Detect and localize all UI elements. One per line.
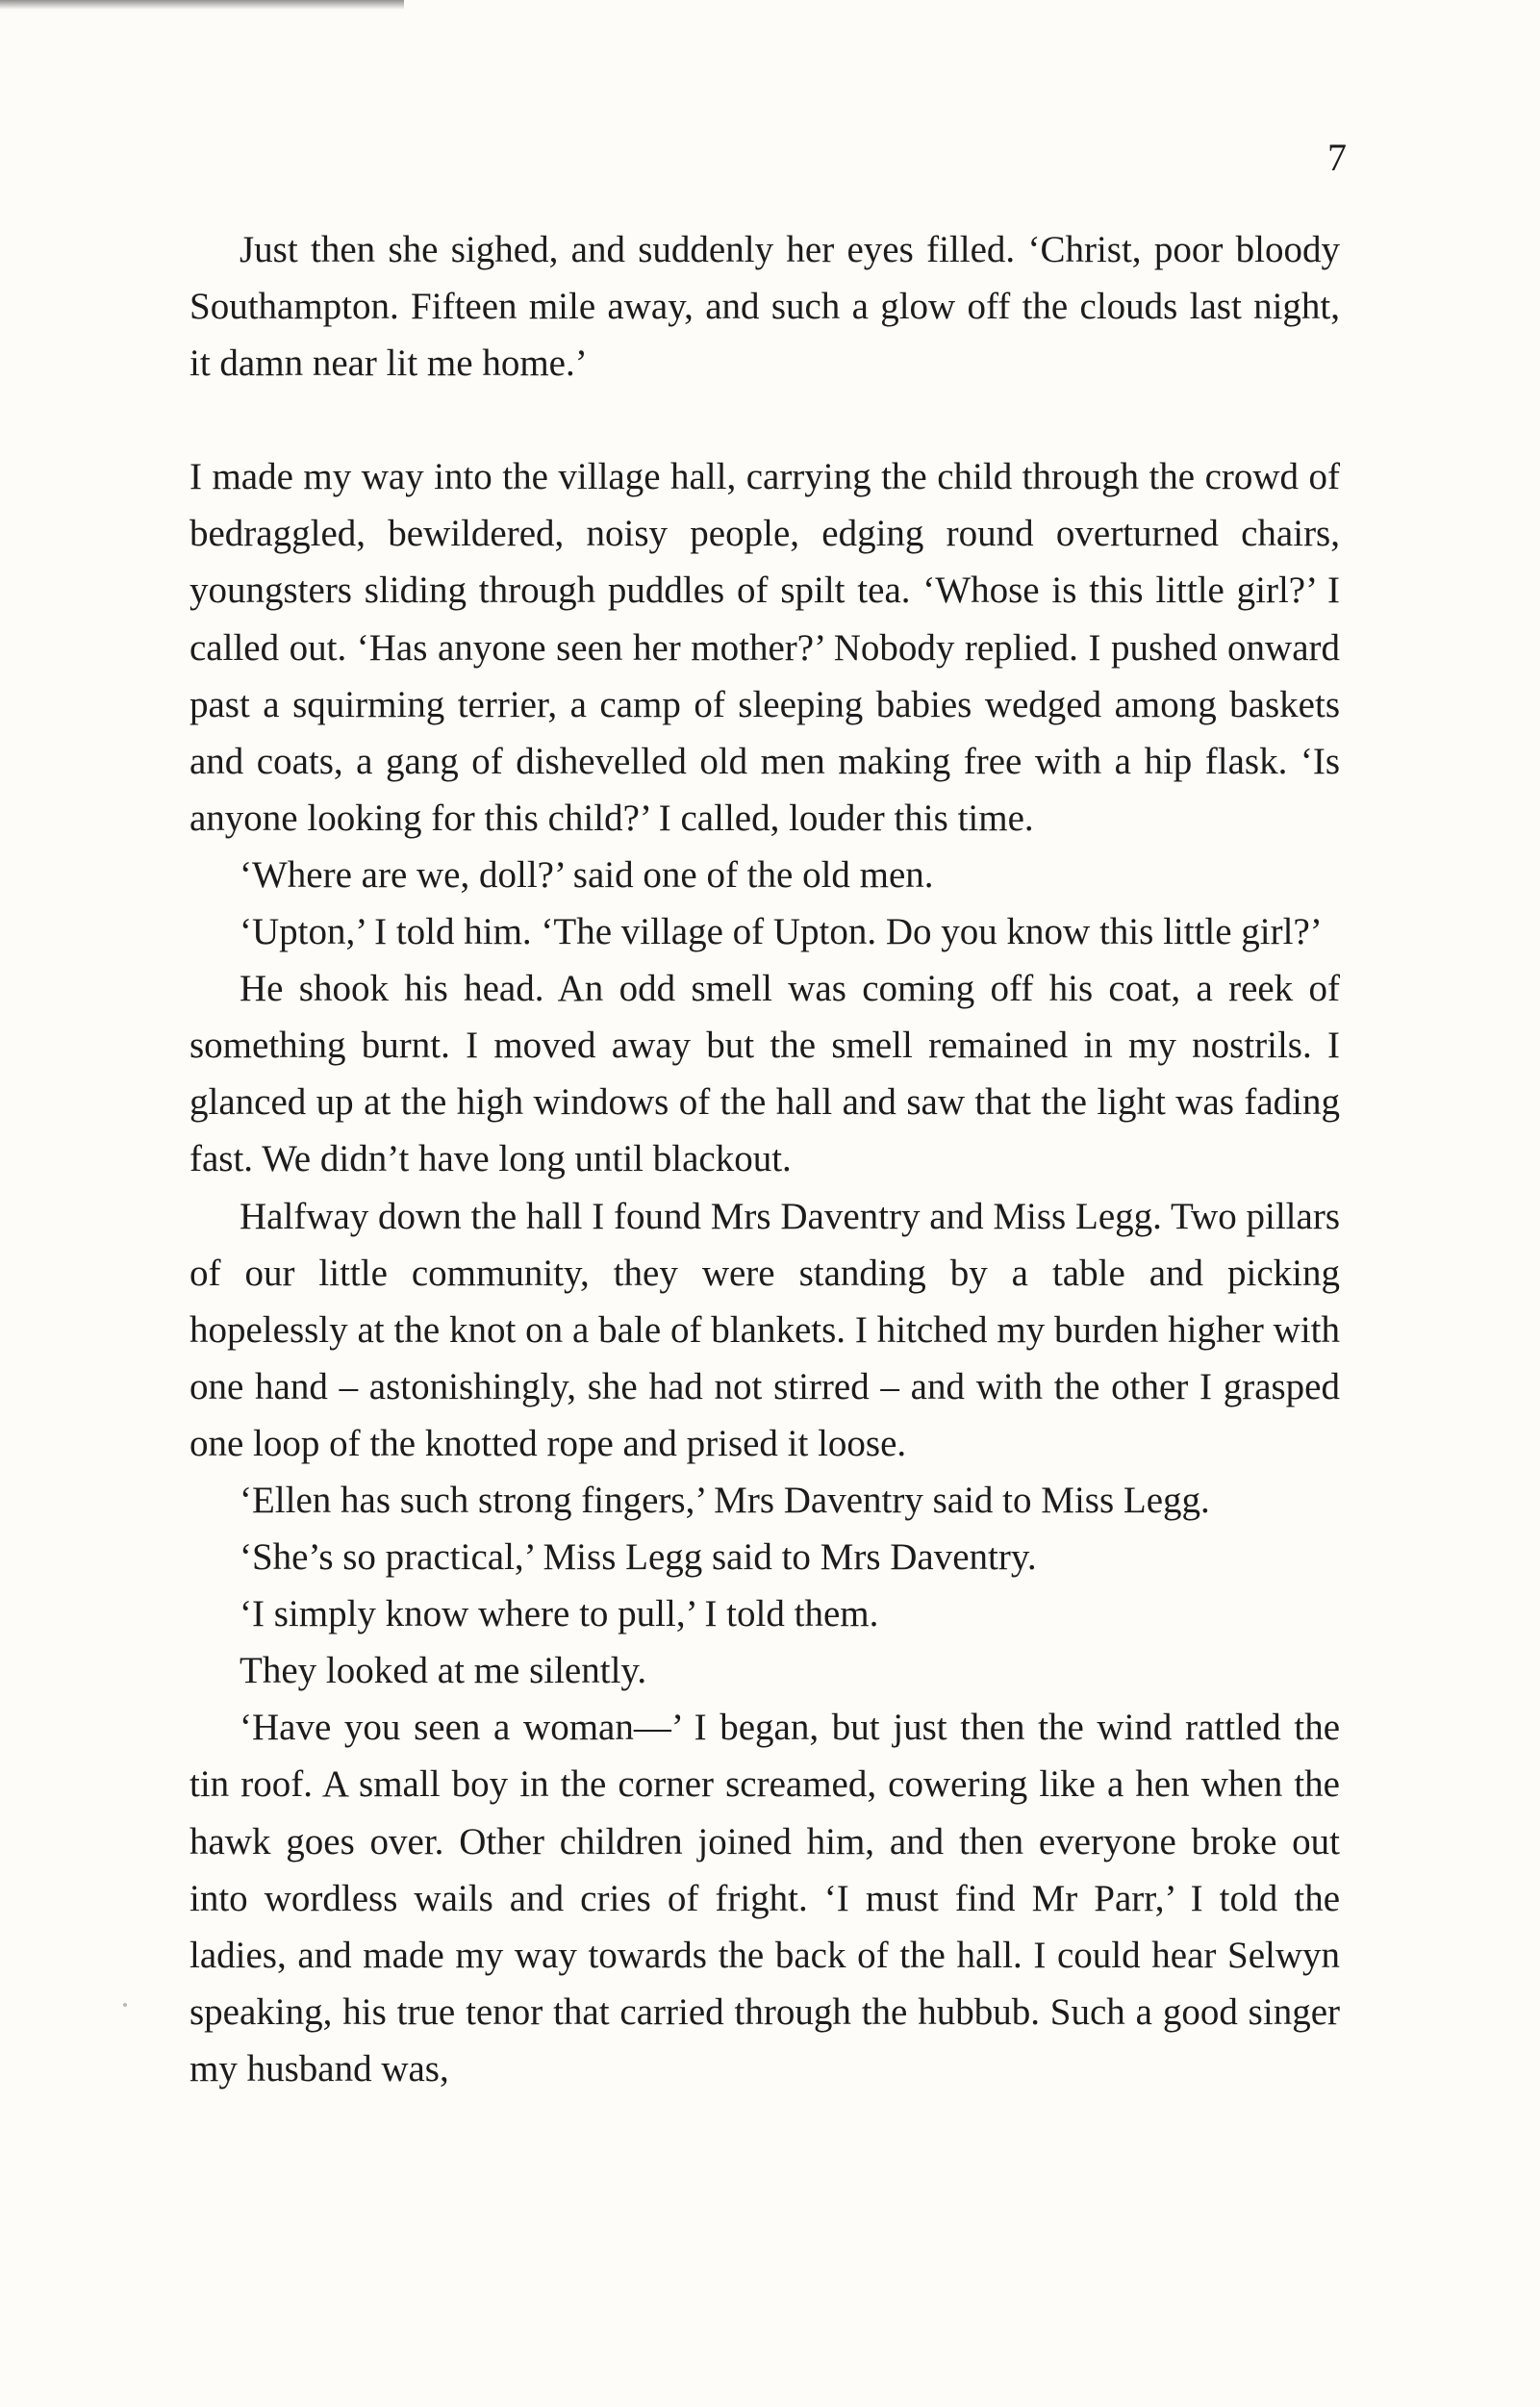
paragraph: ‘Where are we, doll?’ said one of the old men. <box>240 853 934 896</box>
paragraph: They looked at me silently. <box>240 1650 647 1692</box>
paragraph: ‘She’s so practical,’ Miss Legg said to Mrs Daventry. <box>240 1536 1037 1579</box>
paragraph: I made my way into the village hall, carrying the child through the crowd of bedraggled, bewildered, noisy people, edging round overturned chairs, youngsters sliding through puddles of spilt tea. ‘Whose is this little girl?’ I called out. ‘Has anyone seen her mother?’ Nobody replied. I pushed onward past a squirming terrier, a camp of sleeping babies wedged among baskets and coats, a gang of dishevelled old men making free with a hip flask. ‘Is anyone looking for this child?’ I called, louder this time. <box>189 456 1340 839</box>
paragraph: ‘Upton,’ I told him. ‘The village of Upton. Do you know this little girl?’ <box>240 911 1323 953</box>
page-number: 7 <box>1327 136 1347 179</box>
paragraph: He shook his head. An odd smell was coming off his coat, a reek of something burnt. I moved away but the smell remained in my nostrils. I glanced up at the high windows of the hall and saw that the light was fading fast. We didn’t have long until blackout. <box>189 968 1340 1180</box>
paragraph: Just then she sighed, and suddenly her eyes filled. ‘Christ, poor bloody Southampton. Fifteen mile away, and such a glow off the clouds last night, it damn near lit me home.’ <box>189 229 1340 385</box>
paragraph: ‘Have you seen a woman—’ I began, but just then the wind rattled the tin roof. A small boy in the corner screamed, cowering like a hen when the hawk goes over. Other children joined him, and then everyone broke out into wordless wails and cries of fright. ‘I must find Mr Parr,’ I told the ladies, and made my way towards the back of the hall. I could hear Selwyn speaking, his true tenor that carried through the hubbub. Such a good singer my husband was, <box>189 1707 1340 2090</box>
scan-speck <box>123 2003 127 2007</box>
scan-edge-shadow <box>0 0 404 10</box>
paragraph: ‘Ellen has such strong fingers,’ Mrs Daventry said to Miss Legg. <box>240 1479 1210 1521</box>
body-text <box>189 221 1340 2097</box>
paragraph: ‘I simply know where to pull,’ I told them. <box>240 1593 879 1635</box>
paragraph: Halfway down the hall I found Mrs Daventry and Miss Legg. Two pillars of our little community, they were standing by a table and picking hopelessly at the knot on a bale of blankets. I hitched my burden higher with one hand – astonishingly, she had not stirred – and with the other I grasped one loop of the knotted rope and prised it loose. <box>189 1195 1340 1464</box>
